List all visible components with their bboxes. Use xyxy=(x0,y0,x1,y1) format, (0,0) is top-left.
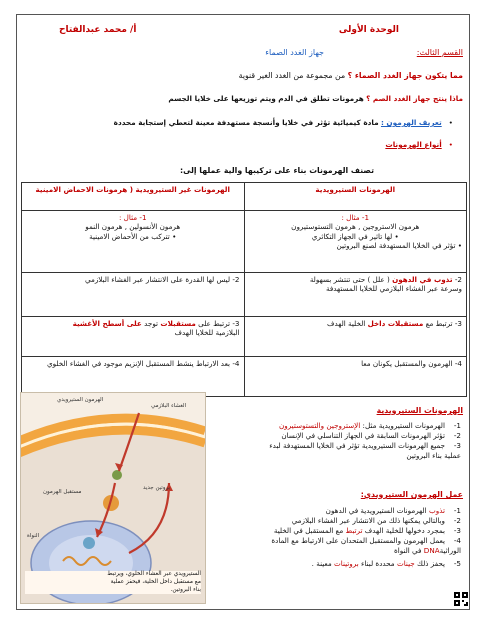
steroid-item-3: 3- جميع الهرمونات الستيرويدية تؤثر في الخلايا المستهدفة لبدء xyxy=(269,440,461,450)
row3-left-mid: توجد xyxy=(144,319,159,328)
steroid-item-1: 1- الهرمونات الستيرويدية مثل: الإستروجين والتستوستيرون xyxy=(278,421,461,430)
row1-right-line3: • تؤثر في الخلايا المستهدفة لصنع البروتين xyxy=(249,241,463,250)
row2-right xyxy=(244,273,467,317)
row3-right-rest: الخلية الهدف xyxy=(327,319,366,328)
diagram-label-membrane: الغشاء البلازمي xyxy=(151,403,187,409)
mechanism-item-4-cont: الوراثيةDNA في النواة xyxy=(393,545,461,555)
diagram-label-hormone: الهرمون الستيرويدي xyxy=(57,397,104,403)
row4-left: 4- بعد الارتباط ينشط المستقبل الإنزيم موجود في الغشاء الخلوي xyxy=(22,357,245,397)
q2-answer: هرمونات تطلق في الدم ويتم توزيعها على خلايا الجسم xyxy=(168,94,364,103)
hormone-table xyxy=(21,182,467,397)
row1-left-title: 1- مثال : xyxy=(118,213,147,222)
mechanism-item-1: 1- تذوب الهرمونات الستيرويدية في الدهون xyxy=(325,506,461,515)
row2-left: 2- ليس لها القدرة على الانتشار عبر الغشاء البلازمي xyxy=(22,273,245,317)
row1-left-line1: هرمون الأنسولين , هرمون النمو xyxy=(85,222,181,232)
row3-right xyxy=(244,317,467,357)
row2-right-line2: وسرعة عبر الغشاء البلازمي للخلايا المستهدفة xyxy=(325,284,462,294)
q2-label: ماذا ينتج جهاز الغدد الصم ؟ xyxy=(366,94,463,103)
types-line xyxy=(385,140,453,149)
bullet-icon: • xyxy=(444,118,453,127)
table-title: تصنف الهرمونات بناء على تركيبها والية عملها إلى: xyxy=(179,166,374,175)
steroid-list xyxy=(229,421,461,461)
row2-right-prefix: 2- xyxy=(454,275,462,284)
definition-line xyxy=(114,118,453,127)
steroid-item-2: 2- تؤثر الهرمونات السابقة في الجهاز التناسلي في الإنسان xyxy=(281,430,461,440)
row2-right-rest: ( علل ) حتى تنتشر بسهولة xyxy=(309,275,390,284)
diagram-caption: الستيرويدي عبر الغشاء الخلوي، ويرتبط مع مستقبل داخل الخلية، فيحفز عملية بناء البروتين. xyxy=(25,571,201,594)
types-label: أنواع الهرمونات xyxy=(385,140,442,149)
mechanism-heading: عمل الهرمون الستيرويدي: xyxy=(360,490,463,499)
row1-left xyxy=(22,211,245,273)
teacher-name: أ/ محمد عبدالفتاح xyxy=(59,25,137,35)
definition-text: مادة كيميائية تؤثر في خلايا وأنسجة مستهدفة معينة لتعطي إستجابة محددة xyxy=(113,118,379,127)
unit-title: الوحدة الأولى xyxy=(338,25,399,35)
row3-left-line2: البلازمية للخلايا الهدف xyxy=(174,328,240,338)
diagram-label-protein: بروتين جديد xyxy=(143,485,171,491)
intro-q1 xyxy=(239,71,463,81)
row3-right-highlight: مستقبلات داخل xyxy=(367,319,424,328)
section-label: القسم الثالث xyxy=(419,48,463,57)
row1-right-title: 1- مثال : xyxy=(341,213,370,222)
qr-code-icon xyxy=(454,592,468,606)
row1-right-line2: • لها تاثير في الجهاز التكاثري xyxy=(249,232,463,241)
col-left-header: الهرمونات غير الستيرويدية ( هرمونات الاحماض الامينية xyxy=(22,183,245,211)
row1-right xyxy=(244,211,467,273)
row3-left-highlight2: على أسطح الأغشية xyxy=(72,319,142,328)
steroid-hormone-diagram xyxy=(20,392,206,604)
row3-right-prefix: 3- ترتبط مع xyxy=(425,319,462,328)
mechanism-item-4: 4- يعمل الهرمون والمستقبل المتحدان على الارتباط مع المادة xyxy=(271,535,461,545)
row2-right-highlight: تذوب في الدهون xyxy=(392,275,453,284)
row4-right: 4- الهرمون والمستقبل يكونان معا xyxy=(244,357,467,397)
intro-q2 xyxy=(168,94,463,103)
diagram-label-nucleus: النواة xyxy=(27,533,40,539)
q1-label: مما يتكون جهاز الغدد الصماء ؟ xyxy=(347,71,463,80)
bullet-icon: • xyxy=(444,140,453,149)
row3-left-highlight1: مستقبلات xyxy=(160,319,196,328)
row3-left xyxy=(22,317,245,357)
row1-right-line1: هرمون الاستروجين , هرمون التستوستيرون xyxy=(291,222,420,232)
q1-answer: من مجموعة من الغدد الغير قنوية xyxy=(238,71,346,80)
section-title: القسم الثالث: xyxy=(416,48,463,57)
mechanism-item-5: 5- يحفز ذلك جينات محددة لبناء بروتينات معينة . xyxy=(311,558,461,568)
mechanism-item-3: 3- بمجرد دخولها للخلية الهدف ترتبط مع المستقبل في الخلية xyxy=(273,525,461,535)
steroid-item-3-cont: عملية بناء البروتين xyxy=(406,450,461,460)
diagram-label-receptor: مستقبل الهرمون xyxy=(43,489,82,495)
mechanism-list xyxy=(229,506,461,569)
topic-title: جهاز الغدد الصماء xyxy=(265,48,324,57)
col-right-header: الهرمونات الستيرويدية xyxy=(244,183,467,211)
definition-label: تعريف الهرمون : xyxy=(380,118,442,127)
steroid-heading: الهرمونات الستيرويدية xyxy=(376,406,463,415)
mechanism-item-2: 2- وبالتالي يمكنها ذلك من الانتشار عبر الغشاء البلازمي xyxy=(291,515,461,525)
row3-left-prefix: 3- ترتبط على xyxy=(198,319,240,328)
row1-left-line2: • تتركب من الأحماض الامينية xyxy=(26,232,240,241)
